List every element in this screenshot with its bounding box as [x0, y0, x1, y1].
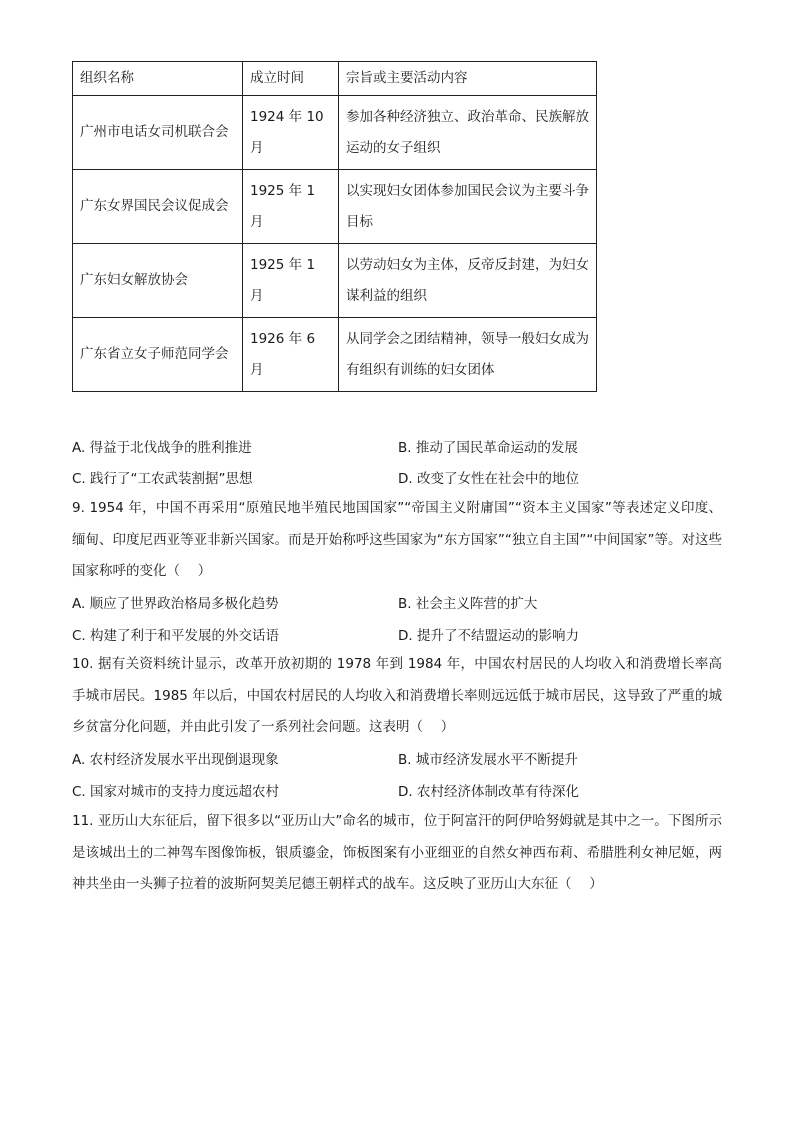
org-date-cell: 1924 年 10 月 — [243, 96, 339, 170]
q8-option-b[interactable]: B. 推动了国民革命运动的发展 — [398, 440, 578, 456]
q8-option-c[interactable]: C. 践行了“工农武装割据”思想 — [72, 471, 253, 487]
q9-stem: 9. 1954 年，中国不再采用“原殖民地半殖民地国国家”“帝国主义附庸国”“资本主义国家”等表述定义印度、缅甸、印度尼西亚等亚非新兴国家。而是开始称呼这些国家为“东方国家”“独立自主国”“中间国家”等。对这些国家称呼的变化（ ） — [72, 500, 722, 579]
table-row — [73, 170, 597, 244]
q9-option-b[interactable]: B. 社会主义阵营的扩大 — [398, 596, 538, 612]
table-header-row — [73, 62, 597, 96]
table-row — [73, 96, 597, 170]
org-date-cell: 1925 年 1 月 — [243, 170, 339, 244]
q10-option-c[interactable]: C. 国家对城市的支持力度远超农村 — [72, 784, 280, 800]
q10-option-b[interactable]: B. 城市经济发展水平不断提升 — [398, 752, 578, 768]
q8-option-a[interactable]: A. 得益于北伐战争的胜利推进 — [72, 440, 252, 456]
org-name-cell: 广东妇女解放协会 — [73, 244, 243, 318]
org-name-cell: 广东女界国民会议促成会 — [73, 170, 243, 244]
org-date-cell: 1925 年 1 月 — [243, 244, 339, 318]
table-row — [73, 318, 597, 392]
org-content-cell: 以劳动妇女为主体，反帝反封建，为妇女谋利益的组织 — [339, 244, 597, 318]
header-cell: 成立时间 — [243, 62, 339, 96]
q9-option-d[interactable]: D. 提升了不结盟运动的影响力 — [398, 628, 579, 644]
header-cell: 宗旨或主要活动内容 — [339, 62, 597, 96]
q11-stem: 11. 亚历山大东征后，留下很多以“亚历山大”命名的城市，位于阿富汗的阿伊哈努姆就是其中之一。下图所示是该城出土的二神驾车图像饰板，银质鎏金，饰板图案有小亚细亚的自然女神西布莉、希腊胜利女神尼姬，两神共坐由一头狮子拉着的波斯阿契美尼德王朝样式的战车。这反映了亚历山大东征（ ） — [72, 813, 722, 892]
org-content-cell: 参加各种经济独立、政治革命、民族解放运动的女子组织 — [339, 96, 597, 170]
q10-option-a[interactable]: A. 农村经济发展水平出现倒退现象 — [72, 752, 279, 768]
org-date-cell: 1926 年 6 月 — [243, 318, 339, 392]
q10-stem: 10. 据有关资料统计显示，改革开放初期的 1978 年到 1984 年，中国农村居民的人均收入和消费增长率高手城市居民。1985 年以后，中国农村居民的人均收入和消费增长率则远远低于城市居民，这导致了严重的城乡贫富分化问题，并由此引发了一系列社会问题。这表明（ ） — [72, 656, 722, 735]
q9-option-c[interactable]: C. 构建了利于和平发展的外交话语 — [72, 628, 280, 644]
org-name-cell: 广州市电话女司机联合会 — [73, 96, 243, 170]
organizations-table — [72, 61, 597, 392]
org-content-cell: 以实现妇女团体参加国民会议为主要斗争目标 — [339, 170, 597, 244]
table-row — [73, 244, 597, 318]
q9-option-a[interactable]: A. 顺应了世界政治格局多极化趋势 — [72, 596, 279, 612]
q10-option-d[interactable]: D. 农村经济体制改革有待深化 — [398, 784, 579, 800]
org-name-cell: 广东省立女子师范同学会 — [73, 318, 243, 392]
q8-option-d[interactable]: D. 改变了女性在社会中的地位 — [398, 471, 579, 487]
header-cell: 组织名称 — [73, 62, 243, 96]
org-content-cell: 从同学会之团结精神，领导一般妇女成为有组织有训练的妇女团体 — [339, 318, 597, 392]
